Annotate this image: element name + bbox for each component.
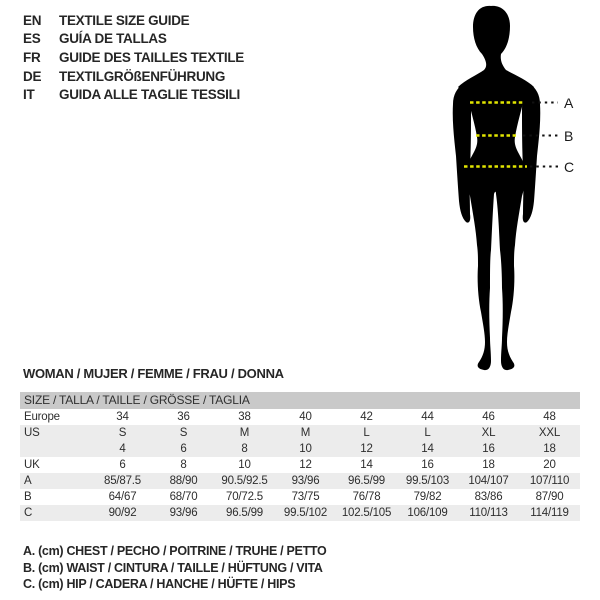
language-code: FR: [23, 49, 41, 65]
language-title: GUIDE DES TAILLES TEXTILE: [59, 49, 245, 65]
size-cell: 44: [421, 411, 434, 423]
size-cell: 79/82: [413, 491, 442, 503]
size-cell: 42: [360, 411, 373, 423]
table-row: [20, 489, 580, 505]
woman-silhouette-diagram: [410, 0, 600, 380]
language-code: DE: [23, 68, 42, 84]
language-title: TEXTILGRÖßENFÜHRUNG: [59, 68, 226, 84]
language-row: [23, 48, 244, 67]
size-cell: 16: [421, 459, 434, 471]
marker-c-label: C: [564, 159, 575, 175]
size-cell: 83/86: [474, 491, 503, 503]
size-cell: XL: [481, 427, 496, 439]
language-title: TEXTILE SIZE GUIDE: [59, 12, 190, 28]
size-cell: 16: [482, 443, 495, 455]
row-label: UK: [24, 459, 40, 471]
language-code: ES: [23, 31, 41, 47]
legend-line-hip: C. (cm) HIP / CADERA / HANCHE / HÜFTE / HIPS: [23, 577, 296, 592]
size-cell: 14: [421, 443, 434, 455]
size-table: [20, 392, 580, 521]
language-code: EN: [23, 12, 42, 28]
measure-legend: [23, 543, 326, 593]
marker-a-label: A: [564, 95, 574, 111]
row-label: Europe: [24, 411, 60, 423]
size-cell: L: [363, 427, 370, 439]
size-cell: 107/110: [529, 475, 570, 487]
size-cell: 88/90: [169, 475, 198, 487]
legend-line-chest: A. (cm) CHEST / PECHO / POITRINE / TRUHE / PETTO: [23, 544, 327, 558]
size-cell: 90/92: [108, 507, 137, 519]
size-cell: 87/90: [535, 491, 564, 503]
row-label: C: [24, 507, 33, 519]
size-cell: 38: [238, 411, 251, 423]
language-code: IT: [23, 87, 35, 103]
silhouette-left-arm: [453, 84, 471, 223]
size-cell: 6: [180, 443, 187, 455]
row-label: US: [24, 427, 40, 439]
size-cell: M: [239, 427, 250, 439]
size-cell: 96.5/99: [348, 475, 385, 487]
section-title: WOMAN / MUJER / FEMME / FRAU / DONNA: [23, 366, 284, 381]
size-cell: 99.5/102: [283, 507, 328, 519]
size-cell: 99.5/103: [405, 475, 450, 487]
size-cell: 46: [482, 411, 495, 423]
silhouette-right-arm: [522, 84, 540, 223]
language-title: GUIDA ALLE TAGLIE TESSILI: [59, 87, 240, 103]
size-cell: 34: [116, 411, 129, 423]
size-cell: 18: [482, 459, 495, 471]
table-row: [20, 457, 580, 473]
size-cell: 10: [299, 443, 312, 455]
size-cell: 110/113: [469, 507, 508, 519]
size-cell: 8: [180, 459, 187, 471]
row-label: [20, 441, 92, 457]
size-cell: 36: [177, 411, 190, 423]
size-cell: 114/119: [530, 507, 569, 519]
size-cell: 10: [238, 459, 251, 471]
size-cell: 14: [360, 459, 373, 471]
size-cell: M: [300, 427, 311, 439]
size-cell: 20: [543, 459, 556, 471]
table-row: [20, 425, 580, 441]
size-cell: S: [179, 427, 188, 439]
row-label: A: [24, 475, 32, 487]
size-cell: 64/67: [108, 491, 137, 503]
language-row: [23, 67, 244, 86]
size-cell: 12: [360, 443, 373, 455]
size-cell: 70/72.5: [226, 491, 263, 503]
size-cell: 48: [543, 411, 556, 423]
size-cell: XXL: [538, 427, 561, 439]
marker-b-label: B: [564, 128, 574, 144]
size-cell: 12: [299, 459, 312, 471]
size-cell: 40: [299, 411, 312, 423]
size-cell: 76/78: [352, 491, 381, 503]
size-cell: 4: [119, 443, 126, 455]
table-row: [20, 441, 580, 457]
size-cell: 68/70: [169, 491, 198, 503]
language-title: GUÍA DE TALLAS: [59, 31, 167, 47]
size-table-body: [20, 409, 580, 521]
size-table-header: SIZE / TALLA / TAILLE / GRÖSSE / TAGLIA: [20, 392, 580, 409]
language-row: [23, 11, 244, 30]
size-cell: 90.5/92.5: [221, 475, 268, 487]
table-row: [20, 473, 580, 489]
language-row: [23, 30, 244, 49]
size-cell: 85/87.5: [104, 475, 141, 487]
size-cell: 106/109: [407, 507, 448, 519]
size-cell: 104/107: [468, 475, 509, 487]
size-cell: 102.5/105: [341, 507, 392, 519]
size-cell: 96.5/99: [226, 507, 263, 519]
language-row: [23, 85, 244, 104]
size-cell: L: [424, 427, 431, 439]
size-cell: 93/96: [291, 475, 320, 487]
size-cell: S: [118, 427, 127, 439]
table-row: [20, 409, 580, 425]
size-table-header-row: [20, 392, 580, 409]
size-cell: 6: [119, 459, 126, 471]
legend-line-waist: B. (cm) WAIST / CINTURA / TAILLE / HÜFTUNG / VITA: [23, 560, 323, 575]
size-cell: 73/75: [291, 491, 320, 503]
row-label: B: [24, 491, 32, 503]
size-cell: 8: [241, 443, 248, 455]
language-list: [23, 11, 244, 104]
size-cell: 93/96: [169, 507, 198, 519]
table-row: [20, 505, 580, 521]
size-cell: 18: [543, 443, 556, 455]
